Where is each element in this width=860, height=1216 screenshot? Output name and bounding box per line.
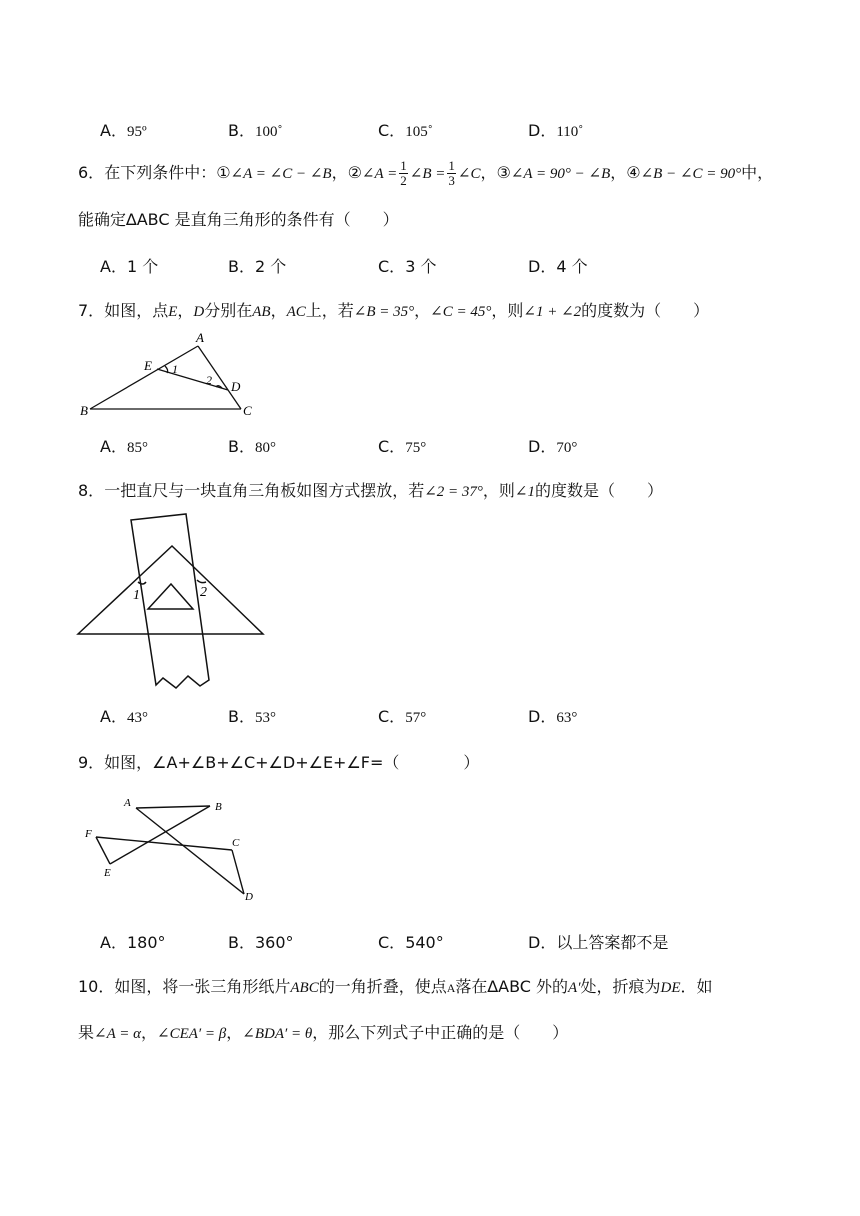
condition-mark: ，④ [610,163,641,182]
option-value: 2 个 [254,257,287,276]
q6-stem-line2: 能确定∆ABC 是直角三角形的条件有（ ） [78,210,399,229]
math-expr: ∠2 = 37° [424,484,483,500]
math-expr: ∠A = 90° − ∠B [510,166,611,182]
option-letter: A． [100,933,127,952]
label-e: E [144,358,152,373]
math-expr: ∠BDA′ = θ [242,1026,313,1042]
stem-text: 如图，将一张三角形纸片 [114,977,291,996]
option-value: 75° [405,440,427,456]
option-value: 70° [556,440,578,456]
segment-ab [136,806,210,808]
q5-option-b[interactable] [228,118,282,141]
option-letter: D． [528,437,557,456]
outer-triangle [78,546,263,634]
math-symbol: E [168,304,178,320]
label-a: A [196,330,204,345]
math-expr: ∠1 + ∠2 [523,304,582,320]
fraction [399,159,408,188]
math-expr: ∠1 [514,484,535,500]
option-value: 57° [405,710,427,726]
q6-stem-line1 [78,158,773,189]
option-letter: B． [228,707,255,726]
label-c: C [232,837,240,849]
option-letter: B． [228,257,255,276]
q6-option-a[interactable] [100,254,158,277]
stem-text: 果 [78,1023,95,1042]
option-letter: C． [378,707,406,726]
stem-text: ， [177,301,194,320]
label-c: C [243,403,252,418]
option-value: 以上答案都不是 [556,933,669,952]
question-number: 10． [78,977,115,996]
option-letter: B． [228,933,255,952]
label-angle-2: 2 [200,585,207,600]
stem-text: ， [414,301,431,320]
option-value: 63° [556,710,578,726]
label-b: B [80,403,88,418]
option-letter: B． [228,437,255,456]
option-letter: D． [528,257,557,276]
option-letter: A． [100,257,127,276]
q7-option-d[interactable] [528,434,577,457]
option-letter: C． [378,933,406,952]
stem-text: 在下列条件中： [104,163,217,182]
condition-mark: ，③ [480,163,511,182]
option-value: 80° [254,440,276,456]
q8-stem [78,478,663,501]
q6-option-b[interactable] [228,254,286,277]
option-value: 85° [126,440,148,456]
option-letter: A． [100,707,127,726]
question-number: 8． [78,481,105,500]
stem-text: ， [270,301,287,320]
q10-stem-line1 [78,974,713,997]
fraction [447,159,456,188]
math-expr: ∠A = [361,166,398,182]
option-value: 3 个 [405,257,437,276]
q7-option-a[interactable] [100,434,148,457]
inner-triangle [148,584,193,609]
option-letter: B． [228,121,255,140]
math-expr: ∠B = 35° [353,304,415,320]
q9-option-b[interactable] [228,930,294,953]
option-letter: C． [378,121,406,140]
math-symbol: ABC [290,980,319,996]
math-expr: ∠C = 45° [430,304,492,320]
q7-option-c[interactable] [378,434,426,457]
q8-option-d[interactable] [528,704,577,727]
math-symbol: DE [660,980,681,996]
q10-stem-line2 [78,1020,568,1043]
option-value: 43° [126,710,148,726]
stem-text: ，则 [482,481,515,500]
option-value: 53° [254,710,276,726]
q5-option-a[interactable] [100,118,147,141]
option-value: 360° [254,933,294,952]
option-letter: A． [100,121,127,140]
label-b: B [215,801,222,813]
label-a: A [124,797,131,809]
q7-stem [78,298,709,321]
q8-ruler-triangle-figure [76,510,268,690]
math-symbol: D [193,304,205,320]
option-letter: C． [378,437,406,456]
stem-text: ．如 [680,977,713,996]
stem-text: ，则 [491,301,524,320]
q7-option-b[interactable] [228,434,276,457]
segment-ad [136,808,244,894]
option-value: 105˚ [405,124,433,140]
math-symbol: A′ [568,980,581,996]
option-value: 4 个 [556,257,588,276]
option-value: 1 个 [126,257,159,276]
option-value: 540° [405,933,444,952]
question-number: 7． [78,301,105,320]
stem-text: 的度数是（ ） [535,481,664,500]
fraction-denominator: 3 [448,173,455,188]
math-expr: ∠A = α [94,1026,141,1042]
stem-text: 中， [741,163,774,182]
option-letter: C． [378,257,406,276]
label-angle-1: 1 [172,362,178,376]
label-e: E [104,867,111,879]
question-number: 6． [78,163,105,182]
stem-text: ， [226,1023,243,1042]
math-expr: ∠B = [409,166,446,182]
q5-option-c[interactable] [378,118,433,141]
option-value: 110˚ [556,124,584,140]
label-d: D [245,891,253,903]
math-expr: ∠A = ∠C − ∠B [230,166,332,182]
q6-option-c[interactable] [378,254,436,277]
stem-text: ， [140,1023,157,1042]
fraction-numerator: 1 [400,158,407,173]
math-symbol: A [446,981,456,995]
segment-fe [96,837,110,864]
label-angle-1: 1 [133,588,140,603]
segment-cd [232,850,244,894]
stem-text: ，那么下列式子中正确的是（ ） [312,1023,569,1042]
fraction-denominator: 2 [400,173,407,188]
option-letter: A． [100,437,127,456]
side-ac [198,346,241,409]
stem-text: 如图，点 [104,301,169,320]
option-letter: D． [528,933,557,952]
label-f: F [85,828,92,840]
option-value: 100˚ [254,124,283,140]
stem-text: 的一角折叠，使点 [318,977,447,996]
q5-option-d[interactable] [528,118,583,141]
label-d: D [231,379,241,394]
condition-mark: ，② [331,163,362,182]
segment-fc [96,837,232,850]
q9-option-d[interactable] [528,930,668,953]
stem-text: 的度数为（ ） [581,301,710,320]
math-symbol: AC [286,304,306,320]
q8-option-b[interactable] [228,704,276,727]
option-value: 180° [126,933,166,952]
fraction-numerator: 1 [448,158,455,173]
option-letter: D． [528,707,557,726]
ruler [131,514,209,688]
stem-text: 分别在 [204,301,253,320]
math-expr: ∠C [457,166,481,182]
side-ab [90,346,198,409]
q9-option-c[interactable] [378,930,444,953]
stem-text: 上，若 [305,301,354,320]
label-angle-2: 2 [206,373,212,387]
q9-stem: 9．如图，∠A+∠B+∠C+∠D+∠E+∠F=（ ） [78,753,480,772]
angle-2-arc [197,580,206,583]
math-expr: ∠CEA′ = β [157,1026,227,1042]
q8-option-c[interactable] [378,704,426,727]
q7-triangle-figure [78,330,268,422]
q6-option-d[interactable] [528,254,588,277]
stem-text: 一把直尺与一块直角三角板如图方式摆放，若 [104,481,425,500]
q8-option-a[interactable] [100,704,148,727]
condition-mark: ① [216,163,231,182]
angle-1-arc [138,582,146,584]
option-letter: D． [528,121,557,140]
stem-text: 处，折痕为 [580,977,661,996]
q9-option-a[interactable] [100,930,166,953]
q9-star-figure [82,794,258,904]
math-symbol: AB [252,304,271,320]
stem-text: 落在∆ABC 外的 [455,977,569,996]
math-expr: ∠B − ∠C = 90° [640,166,742,182]
option-value: 95º [126,124,147,140]
